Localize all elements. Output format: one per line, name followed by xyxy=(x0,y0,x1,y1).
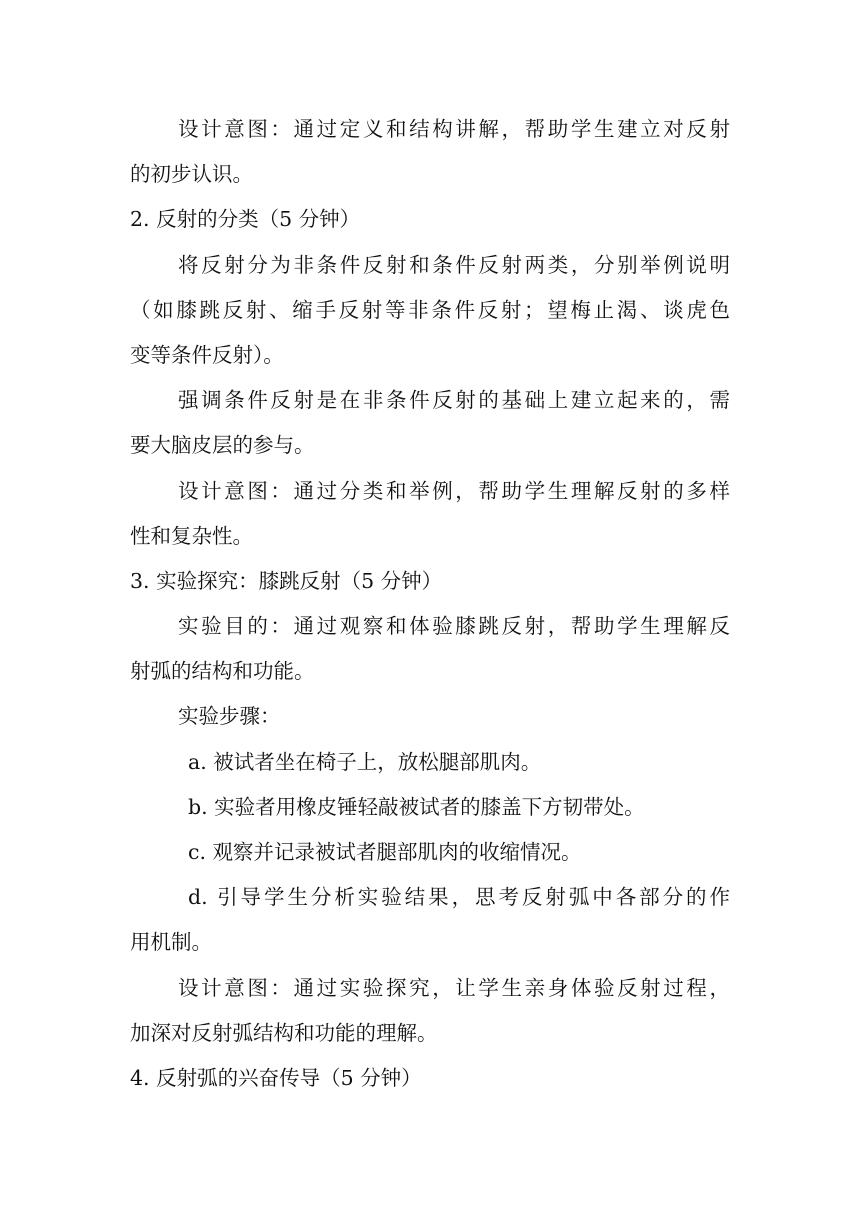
design-intent-3-line-1: 设计意图：通过实验探究，让学生亲身体验反射过程， xyxy=(178,975,730,1000)
experiment-step-c: c. 观察并记录被试者腿部肌肉的收缩情况。 xyxy=(188,840,582,864)
section-4-heading: 4. 反射弧的兴奋传导（5 分钟） xyxy=(130,1065,422,1090)
design-intent-2-line-1: 设计意图：通过分类和举例，帮助学生理解反射的多样 xyxy=(178,478,730,503)
emphasis-paragraph-line-1: 强调条件反射是在非条件反射的基础上建立起来的，需 xyxy=(178,388,730,413)
experiment-step-d-line-1: d. 引导学生分析实验结果，思考反射弧中各部分的作 xyxy=(188,885,730,910)
experiment-purpose-line-1: 实验目的：通过观察和体验膝跳反射，帮助学生理解反 xyxy=(178,614,730,639)
classification-paragraph-line-3: 变等条件反射）。 xyxy=(130,342,284,367)
experiment-purpose-line-2: 射弧的结构和功能。 xyxy=(130,659,315,684)
design-intent-1-line-1: 设计意图：通过定义和结构讲解，帮助学生建立对反射 xyxy=(178,117,730,141)
emphasis-paragraph-line-2: 要大脑皮层的参与。 xyxy=(130,433,315,458)
design-intent-2-line-2: 性和复杂性。 xyxy=(130,523,253,548)
design-intent-3-line-2: 加深对反射弧结构和功能的理解。 xyxy=(130,1020,438,1045)
section-3-heading: 3. 实验探究：膝跳反射（5 分钟） xyxy=(130,568,443,593)
experiment-step-d-line-2: 用机制。 xyxy=(130,930,212,955)
experiment-steps-label: 实验步骤： xyxy=(178,704,281,729)
classification-paragraph-line-1: 将反射分为非条件反射和条件反射两类，分别举例说明 xyxy=(178,252,730,277)
document-body xyxy=(130,107,730,1101)
design-intent-1-line-2: 的初步认识。 xyxy=(130,162,253,187)
experiment-step-b: b. 实验者用橡皮锤轻敲被试者的膝盖下方韧带处。 xyxy=(188,794,645,819)
classification-paragraph-line-2: （如膝跳反射、缩手反射等非条件反射；望梅止渴、谈虎色 xyxy=(130,297,730,322)
section-2-heading: 2. 反射的分类（5 分钟） xyxy=(130,207,361,232)
experiment-step-a: a. 被试者坐在椅子上，放松腿部肌肉。 xyxy=(188,749,542,774)
